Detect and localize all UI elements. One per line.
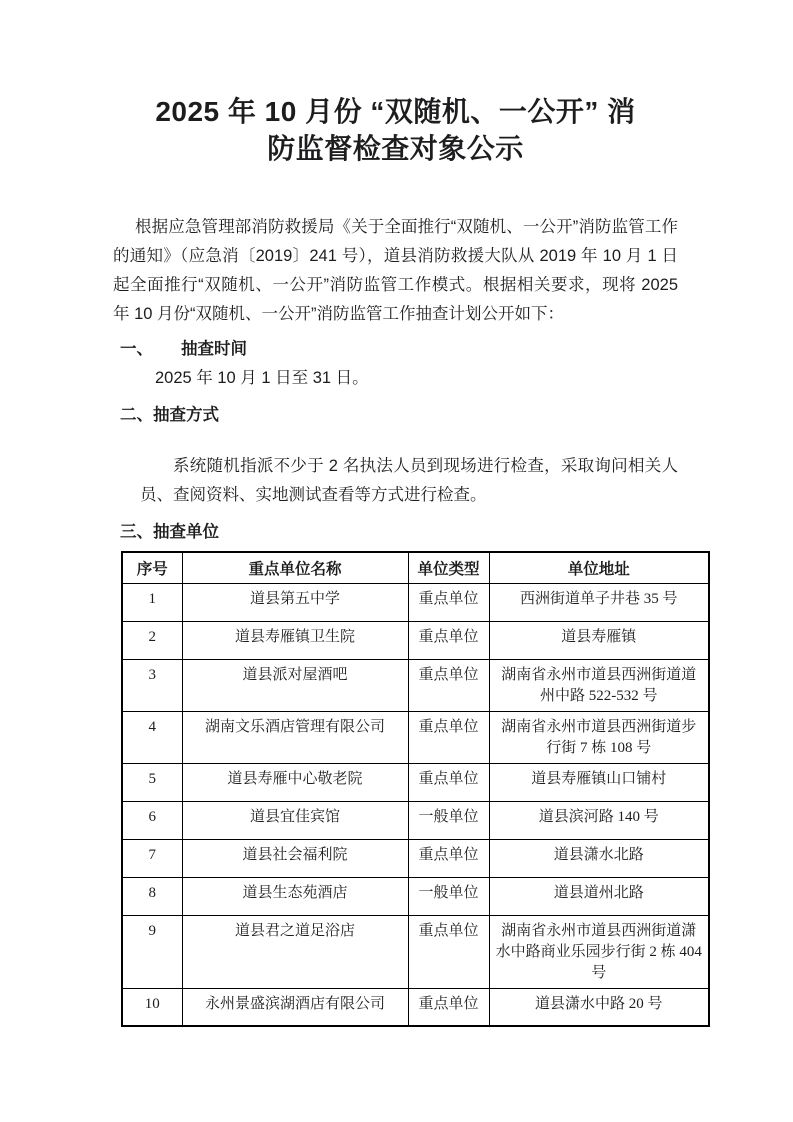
cell-unit-name: 道县宜佳宾馆 <box>182 801 408 839</box>
section-heading-label: 抽查方式 <box>153 406 219 424</box>
table-header-row <box>122 552 709 583</box>
cell-serial: 9 <box>122 915 182 988</box>
table-row <box>122 621 709 659</box>
page-title-line1: 2025 年 10 月份 “双随机、一公开” 消 <box>155 96 636 127</box>
table-row <box>122 801 709 839</box>
cell-unit-address: 道县道州北路 <box>489 877 709 915</box>
cell-unit-type: 重点单位 <box>408 711 489 763</box>
cell-unit-type: 重点单位 <box>408 988 489 1026</box>
cell-unit-address: 道县潇水北路 <box>489 839 709 877</box>
column-header-serial: 序号 <box>122 552 182 583</box>
cell-unit-type: 重点单位 <box>408 763 489 801</box>
cell-serial: 5 <box>122 763 182 801</box>
cell-unit-name: 道县生态苑酒店 <box>182 877 408 915</box>
cell-unit-address: 西洲街道单子井巷 35 号 <box>489 583 709 621</box>
cell-unit-address: 道县潇水中路 20 号 <box>489 988 709 1026</box>
page-title-line2: 防监督检查对象公示 <box>267 133 524 164</box>
inspection-time-text: 2025 年 10 月 1 日至 31 日。 <box>155 369 369 387</box>
cell-serial: 8 <box>122 877 182 915</box>
cell-unit-name: 道县君之道足浴店 <box>182 915 408 988</box>
column-header-unit-name: 重点单位名称 <box>182 552 408 583</box>
cell-unit-name: 道县社会福利院 <box>182 839 408 877</box>
section-heading-inspection-time <box>120 335 678 364</box>
cell-unit-address: 湖南省永州市道县西洲街道步行街 7 栋 108 号 <box>489 711 709 763</box>
cell-unit-type: 重点单位 <box>408 839 489 877</box>
table-row <box>122 988 709 1026</box>
table-row <box>122 877 709 915</box>
cell-unit-name: 道县派对屋酒吧 <box>182 659 408 711</box>
cell-unit-address: 道县滨河路 140 号 <box>489 801 709 839</box>
cell-unit-name: 道县寿雁镇卫生院 <box>182 621 408 659</box>
cell-serial: 7 <box>122 839 182 877</box>
cell-unit-address: 湖南省永州市道县西洲街道道州中路 522-532 号 <box>489 659 709 711</box>
cell-serial: 1 <box>122 583 182 621</box>
cell-unit-address: 道县寿雁镇 <box>489 621 709 659</box>
table-row <box>122 659 709 711</box>
section-heading-inspection-units <box>120 518 678 547</box>
cell-unit-name: 湖南文乐酒店管理有限公司 <box>182 711 408 763</box>
cell-serial: 6 <box>122 801 182 839</box>
cell-unit-type: 重点单位 <box>408 659 489 711</box>
cell-serial: 3 <box>122 659 182 711</box>
table-row <box>122 763 709 801</box>
section-number: 三、 <box>120 523 153 541</box>
inspection-units-table <box>121 551 710 1027</box>
section-heading-label: 抽查单位 <box>153 523 219 541</box>
cell-unit-type: 一般单位 <box>408 801 489 839</box>
cell-unit-type: 重点单位 <box>408 583 489 621</box>
cell-unit-type: 重点单位 <box>408 915 489 988</box>
section-number: 一、 <box>120 340 153 358</box>
cell-unit-name: 道县第五中学 <box>182 583 408 621</box>
cell-serial: 2 <box>122 621 182 659</box>
intro-paragraph: 根据应急管理部消防救援局《关于全面推行“双随机、一公开”消防监管工作的通知》（应急消〔2019〕241 号），道县消防救援大队从 2019 年 10 月 1 日起全面推行“双随机、一公开”消防监管工作模式。根据相关要求，现将 2025 年 10 月份“双随机、一公开”消防监管工作抽查计划公开如下： <box>113 218 678 323</box>
column-header-unit-type: 单位类型 <box>408 552 489 583</box>
table-row <box>122 711 709 763</box>
section-number: 二、 <box>120 406 153 424</box>
cell-unit-address: 道县寿雁镇山口铺村 <box>489 763 709 801</box>
section-heading-label: 抽查时间 <box>181 340 247 358</box>
table-row <box>122 583 709 621</box>
section-heading-inspection-method <box>120 401 678 430</box>
cell-unit-name: 道县寿雁中心敬老院 <box>182 763 408 801</box>
cell-unit-name: 永州景盛滨湖酒店有限公司 <box>182 988 408 1026</box>
cell-unit-address: 湖南省永州市道县西洲街道潇水中路商业乐园步行街 2 栋 404 号 <box>489 915 709 988</box>
cell-serial: 10 <box>122 988 182 1026</box>
table-row <box>122 915 709 988</box>
inspection-method-text: 系统随机指派不少于 2 名执法人员到现场进行检查，采取询问相关人员、查阅资料、实地测试查看等方式进行检查。 <box>140 457 678 504</box>
page-title <box>113 93 678 167</box>
cell-serial: 4 <box>122 711 182 763</box>
table-row <box>122 839 709 877</box>
column-header-unit-address: 单位地址 <box>489 552 709 583</box>
cell-unit-type: 一般单位 <box>408 877 489 915</box>
cell-unit-type: 重点单位 <box>408 621 489 659</box>
